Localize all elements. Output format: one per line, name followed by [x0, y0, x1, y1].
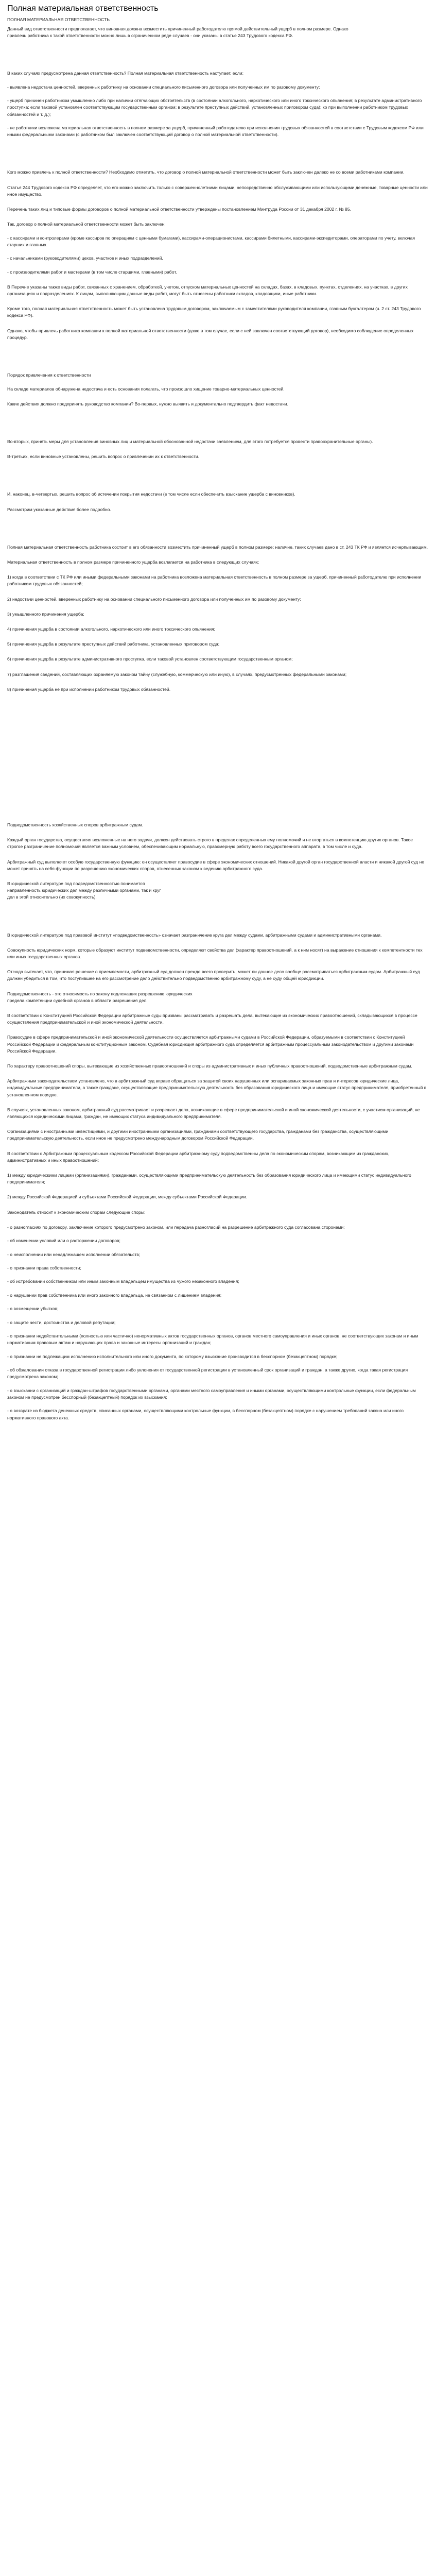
paragraph: 2) между Российской Федерацией и субъектами Российской Федерации, между субъектами Российской Федерации. — [7, 1194, 248, 1200]
paragraph: 4) причинения ущерба в состоянии алкогольного, наркотического или иного токсического опьянения; — [7, 626, 216, 632]
paragraph: Порядок привлечения к ответственности На складе материалов обнаружена недостача и есть основания полагать, что произошло хищение товарно-материальных ценностей. — [7, 372, 285, 392]
paragraph: 5) причинения ущерба в результате преступных действий работника, установленных приговором суда; — [7, 641, 220, 647]
paragraph: 6) причинения ущерба в результате административного проступка, если таковой установлен соответствующим государственным органом; — [7, 656, 293, 662]
paragraph: Материальная ответственность в полном размере причиненного ущерба возлагается на работника в следующих случаях: — [7, 559, 259, 565]
paragraph: Подведомственность хозяйственных споров арбитражным судам. — [7, 822, 143, 827]
paragraph: И, наконец, в-четвертых, решить вопрос об истечении покрытия недостачи (в том числе если обеспечить взыскание ущерба с виновников). — [7, 492, 295, 497]
paragraph: Рассмотрим указанные действия более подробно. — [7, 506, 111, 512]
paragraph: В-третьих, если виновные установлены, решить вопрос о привлечении их к ответственности. — [7, 454, 200, 460]
section-heading: ПОЛНАЯ МАТЕРИАЛЬНАЯ ОТВЕТСТВЕННОСТЬ — [7, 17, 110, 22]
paragraph: Кого можно привлечь к полной ответственности? Необходимо отметить, что договор о полной материальной ответственности может быть заключен далеко не со всеми работниками компании. — [7, 170, 405, 175]
paragraph: Данный вид ответственности предполагает, что виновная должна возместить причиненный работодателю прямой действительный ущерб в полном размере. Однако привлечь работника к такой ответственности можно лишь в ограниченном ряде случаев - они указаны в статье 243 Трудового кодекса РФ. — [7, 26, 348, 39]
paragraph: В юридической литературе под правовой институт «подведомственность» означает разграничение круга дел между судами, арбитражными судами и административными органами. — [7, 932, 382, 938]
paragraph: В случаях, установленных законом, арбитражный суд рассматривает и разрешает дела, возникающие в сфере предпринимательской и иной экономической деятельности, с участием организаций, не являющихся юридическими лицами, граждан, не имеющих статуса индивидуального предпринимателя. — [7, 1107, 420, 1120]
paragraph: В юридической литературе под подведомственностью понимается направленность юридических дел между различными органами, так и круг дел в этой относительно (их совокупность). — [7, 880, 161, 900]
paragraph: Арбитражным законодательством установлено, что в арбитражный суд вправе обращаться за защитой своих нарушенных или оспариваемых законных прав и интересов юридические лица, индивидуальные предприниматели, а также граждане, осуществляющие предпринимательскую деятельность без образования юридического лица и имеющие статус предпринимателя, приобретенный в установленном порядке. — [7, 1078, 427, 1097]
paragraph: В соответствии с Арбитражным процессуальным кодексом Российской Федерации арбитражному суду подведомственны дела по экономическим спорам, возникающим из гражданских, административных и иных правоотношений: — [7, 1150, 390, 1163]
paragraph: Однако, чтобы привлечь работника компании к полной материальной ответственности (даже в том случае, если с ней заключен соответствующий договор), необходимо соблюдение определенных процедур. — [7, 328, 414, 340]
paragraph: Статья 244 Трудового кодекса РФ определяет, что его можно заключить только с совершеннолетними лицами, непосредственно обслуживающими или использующими денежные, товарные ценности или иное имущество. — [7, 184, 428, 197]
paragraph: 2) недостачи ценностей, вверенных работнику на основании специального письменного договора или полученных им по разовому документу; — [7, 596, 301, 602]
paragraph: Какие действия должно предпринять руководство компании? Во-первых, нужно выявить и документально подтвердить факт недостачи. — [7, 401, 288, 406]
paragraph: Кроме того, полная материальная ответственность может быть установлена трудовым договором, заключаемым с заместителями руководителя компании, главным бухгалтером (ч. 2 ст. 243 Трудового кодекса РФ). — [7, 306, 421, 318]
paragraph: В каких случаях предусмотрена данная ответственность? Полная материальная ответственность наступает, если: - выявлена недостача ценностей, вверенных работнику на основании специального письменного договора или полученных им по разовому документу; - ущерб причинен работником умышленно либо при наличии отягчающих обстоятельств (в состоянии алкогольного, наркотического или иного токсического опьянения; в результате административного проступка; если таковой установлен соответствующим государственным органом; в результате преступных действий, установленных приговором суда); ко при выполнении работником трудовых обязанностей и т. д.); - не работники возложена материальная ответственность в полном размере за ущерб, причиненный работодателю при исполнении трудовых обязанностей в соответствии с Трудовым кодексом РФ или иными федеральными законами (с работником был заключен соответствующий договор о полной материальной ответственности). — [7, 71, 424, 138]
paragraph: - о разногласиях по договору, заключение которого предусмотрено законом, или передача разногласий на разрешение арбитражного суда согласована сторонами; - об изменении условий или о расторжении договоров; - о неисполнении или ненадлежащем исполнении обязательств; - о признании права собственности; - об истребовании собственником или иным законным владельцем имущества из чужого незаконного владения; - о нарушении прав собственника или иного законного владельца, не связанном с лишением владения; - о возмещении убытков; - о защите чести, достоинства и деловой репутации; - о признании недействительными (полностью или частично) ненормативных актов государственных органов, органов местного самоуправления и иных органов, не соответствующих законам и иным нормативным правовым актам и нарушающих права и законные интересы организаций и граждан; - о признании не подлежащим исполнению исполнительного или иного документа, по которому взыскание производится в бесспорном (безакцептном) порядке; - об обжаловании отказа в государственной регистрации либо уклонения от государственной регистрации в установленный срок организаций и граждан, а также других, когда такая регистрация предусмотрена законом; - о взыскании с организаций и граждан-штрафов государственными органами, органами местного самоуправления и иными органами, осуществляющими контрольные функции, если федеральным законом не предусмотрен бесспорный (безакцептный) порядок их взыскания; - о возврате из бюджета денежных средств, списанных органами, осуществляющими контрольные функции, в бесспорном (безакцептном) порядке с нарушением требований закона или иного нормативного правового акта. — [7, 1224, 418, 1420]
paragraph: Правосудие в сфере предпринимательской и иной экономической деятельности осуществляется арбитражными судами в Российской Федерации, образуемыми в соответствии с Конституцией Российской Федерации и федеральным конституционным законом. Судебная юрисдикция арбитражного суда определяется арбитражным процессуальным законодательством и другими законами Российской Федерации. — [7, 1035, 414, 1054]
paragraph: Арбитражный суд выполняет особую государственную функцию: он осуществляет правосудие в сфере экономических отношений. Никакой другой орган государственной власти и никакой другой суд не может принять на себя функции по разрешению экономических споров, отнесенных законом к ведению арбитражного суда. — [7, 859, 425, 871]
paragraph: Организациями с иностранными инвестициями, и другими иностранными организациями, гражданами соответствующего государства, гражданами без гражданства, осуществляющими предпринимательскую деятельность, если иное не предусмотрено международным договором Российской Федерации. — [7, 1129, 389, 1141]
page-title: Полная материальная ответственность — [7, 4, 159, 13]
paragraph: 7) разглашения сведений, составляющих охраняемую законом тайну (служебную, коммерческую или иную), в случаях, предусмотренных федеральными законами; — [7, 671, 347, 677]
paragraph: По характеру правоотношений споры, вытекающие из хозяйственных правоотношений и споры из административных и иных публичных правоотношений, подведомственные арбитражным судам. — [7, 1063, 412, 1069]
paragraph: Совокупность юридических норм, которые образуют институт подведомственности, определяют свойства дел (характер правоотношений, а к ним носят) на выражение отношения к компетентности тех или иных государственных органов. — [7, 947, 423, 959]
paragraph: Законодатель относит к экономическим спорам следующие споры: — [7, 1209, 146, 1215]
paragraph: 3) умышленного причинения ущерба; — [7, 611, 84, 617]
paragraph: 8) причинения ущерба не при исполнении работником трудовых обязанностей. — [7, 686, 171, 692]
document-body — [7, 26, 429, 1421]
paragraph: Во-вторых, принять меры для установления виновных лиц и материальной обоснованной недостачи заявлением, для этого потребуется провести правоохранительные органы). — [7, 438, 373, 444]
paragraph: 1) когда в соответствии с ТК РФ или иными федеральными законами на работника возложена материальная ответственность в полном размере за ущерб, причиненный работодателю при исполнении работником трудовых обязанностей; — [7, 574, 422, 587]
paragraph: Так, договор о полной материальной ответственности может быть заключен: - с кассирами и контролерами (кроме кассиров по операциям с ценными бумагами), кассирами-операционистами, кассирами билетными, кассирами-экспедиторами, операторами по учету, включая старших и главных. - с начальниками (руководителями) цехов, участков и иных подразделений, - с производителями работ и мастерами (в том числе старшими, главными) работ. — [7, 222, 415, 275]
paragraph: Перечень таких лиц и типовые формы договоров о полной материальной ответственности утверждены постановлением Минтруда России от 31 декабря 2002 г. № 85. — [7, 207, 352, 212]
paragraph: Каждый орган государства, осуществляя возложенные на него задачи, должен действовать строго в пределах определенных ему полномочий и не вторгаться в компетенцию других органов. Такое строгое разграничение полномочий является важным условием, обеспечивающим нормальную, правомерную работу всего государственного аппарата, в том числе и суда. — [7, 837, 413, 850]
paragraph: Полная материальная ответственность работника состоит в его обязанности возместить причиненный ущерб в полном размере; наличие, таких случаев дано в ст. 243 ТК РФ и является исчерпывающим. — [7, 544, 428, 550]
paragraph: Подведомственность - это относимость по закону подлежащих разрешению юридических предела компетенции судебной органов в области разрешения дел. — [7, 991, 193, 1003]
paragraph: Отсюда вытекает, что, принимая решение о приемлемости, арбитражный суд должен прежде всего проверить, может ли данное дело вообще рассматриваться арбитражным судом. Арбитражный суд должен убедиться в том, что поступившее на его рассмотрение дело действительно подведомственно арбитражному суду, а не суду общей юрисдикции. — [7, 969, 420, 981]
paragraph: 1) между юридическими лицами (организациями), гражданами, осуществляющими предпринимательскую деятельность без образования юридического лица и имеющими статус индивидуального предпринимателя; — [7, 1173, 411, 1185]
paragraph: В Перечне указаны также виды работ, связанных с хранением, обработкой, учетом, отпуском материальных ценностей на складах, базах, в кладовых, пунктах, отделениях, на участках, в других организациях и подразделениях. К лицам, выполняющим данные виды работ, могут быть отнесены работники складов, кладовщики, иные работники. — [7, 284, 408, 297]
paragraph: В соответствии с Конституцией Российской Федерации арбитражные суды призваны рассматривать и разрешать дела, вытекающие из экономических правоотношений, складывающихся в процессе осуществления предпринимательской и иной экономической деятельности. — [7, 1013, 417, 1025]
